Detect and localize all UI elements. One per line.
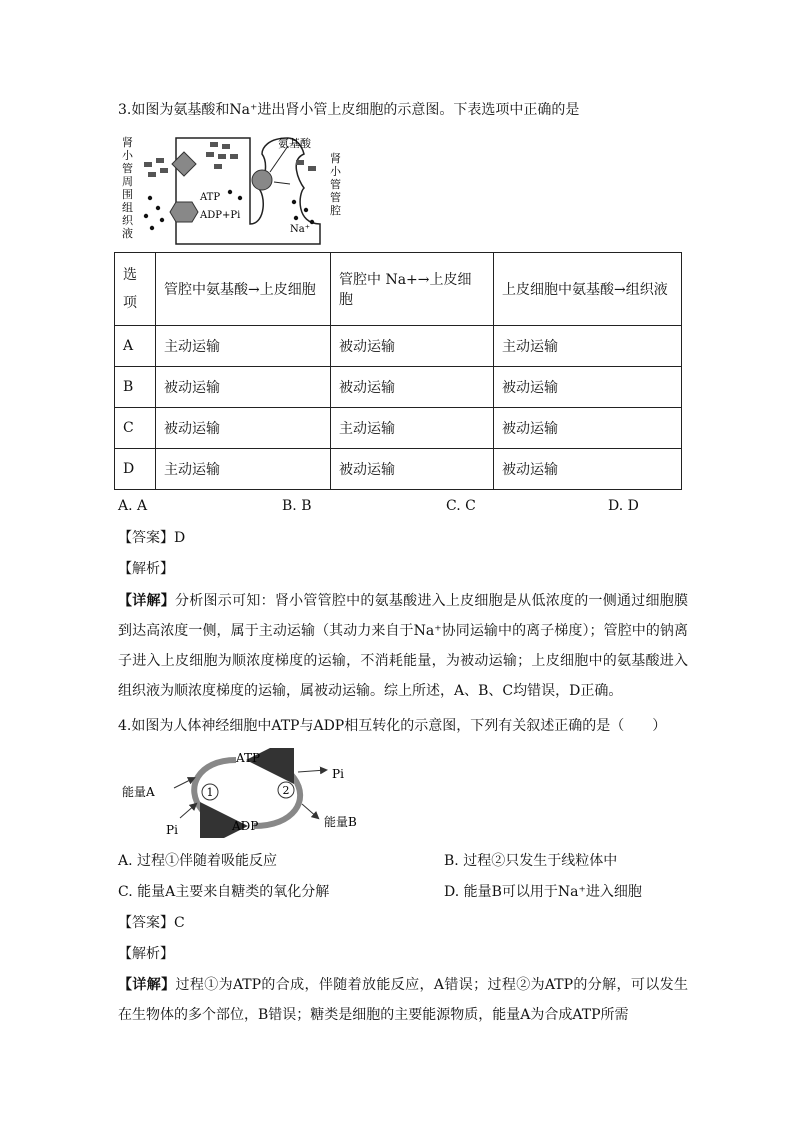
- q3-pump-protein: [170, 202, 198, 222]
- table-cell: 被动运输: [331, 449, 494, 490]
- q4-analysis-label: 【解析】: [118, 946, 174, 962]
- q3-detail: [118, 586, 688, 706]
- q3-detail-label: 【详解】: [118, 593, 176, 609]
- q3-choice-a[interactable]: A. A: [118, 498, 148, 514]
- table-cell: 主动运输: [156, 326, 331, 367]
- table-cell: 被动运输: [331, 367, 494, 408]
- table-cell: 被动运输: [331, 326, 494, 367]
- q4-choice-d[interactable]: D. 能量B可以用于Na⁺进入细胞: [444, 884, 642, 900]
- table-cell: 被动运输: [156, 408, 331, 449]
- q4-choice-c[interactable]: C. 能量A主要来自糖类的氧化分解: [118, 884, 330, 900]
- q3-stem: 3.如图为氨基酸和Na⁺进出肾小管上皮细胞的示意图。下表选项中正确的是: [118, 102, 580, 118]
- q3-kidney-cell-figure: [118, 132, 350, 250]
- q4-fig-pi-top: Pi: [332, 767, 344, 781]
- q3-answer-line: [118, 528, 185, 548]
- q3-answer-label: 【答案】: [118, 530, 174, 546]
- q4-fig-energy-a: 能量A: [122, 785, 155, 799]
- table-cell: 主动运输: [494, 326, 682, 367]
- table-cell: 被动运输: [156, 367, 331, 408]
- q3-choice-d[interactable]: D. D: [608, 498, 639, 514]
- q4-detail-label: 【详解】: [118, 977, 176, 993]
- q3-detail-text: 分析图示可知：肾小管管腔中的氨基酸进入上皮细胞是从低浓度的一侧通过细胞膜到达高浓度一侧，属于主动运输（其动力来自于Na⁺协同运输中的离子梯度）；管腔中的钠离子进入上皮细胞为顺浓度梯度的运输，不消耗能量，为被动运输；上皮细胞中的氨基酸进入组织液为顺浓度梯度的运输，属被动运输。综上所述，A、B、C均错误，D正确。: [118, 593, 689, 699]
- header-option-char-1: 选: [123, 267, 137, 283]
- q4-fig-energy-b: 能量B: [324, 815, 357, 829]
- q3-answer: D: [174, 530, 186, 546]
- table-row: [115, 326, 682, 367]
- table-cell: 主动运输: [156, 449, 331, 490]
- q4-detail-text: 过程①为ATP的合成，伴随着放能反应，A错误；过程②为ATP的分解，可以发生在生物体的多个部位，B错误；糖类是细胞的主要能源物质，能量A为合成ATP所需: [118, 977, 688, 1023]
- q4-arc-1: [194, 760, 236, 826]
- q4-fig-adp: ADP: [232, 819, 259, 833]
- q4-stem: 4.如图为人体神经细胞中ATP与ADP相互转化的示意图，下列有关叙述正确的是（ ）: [118, 718, 667, 734]
- q3-choice-c[interactable]: C. C: [446, 498, 476, 514]
- q4-choice-a[interactable]: A. 过程①伴随着吸能反应: [118, 853, 278, 869]
- q3-choice-b[interactable]: B. B: [282, 498, 312, 514]
- table-header-cell: 管腔中氨基酸→上皮细胞: [156, 253, 331, 326]
- q3-fig-na: Na⁺: [290, 224, 310, 235]
- table-header-cell: 管腔中 Na+→上皮细胞: [331, 253, 494, 326]
- q3-fig-adp-pi: ADP+Pi: [200, 210, 241, 221]
- table-cell: D: [115, 449, 156, 490]
- table-row: [115, 367, 682, 408]
- q4-fig-pi-bottom: Pi: [166, 823, 178, 837]
- header-option-char-2: 项: [123, 295, 137, 311]
- table-cell: 被动运输: [494, 449, 682, 490]
- q4-atp-adp-cycle-figure: [118, 748, 380, 838]
- table-header-cell: 上皮细胞中氨基酸→组织液: [494, 253, 682, 326]
- q4-answer-line: [118, 913, 185, 933]
- q4-fig-step1: 1: [206, 786, 214, 799]
- q4-choice-b[interactable]: B. 过程②只发生于线粒体中: [444, 853, 618, 869]
- table-cell: C: [115, 408, 156, 449]
- q4-fig-atp: ATP: [236, 751, 261, 765]
- table-header-cell: [115, 253, 156, 326]
- q3-cotransporter: [252, 170, 272, 190]
- q4-detail: [118, 970, 688, 1030]
- table-cell: 被动运输: [494, 408, 682, 449]
- table-row: [115, 449, 682, 490]
- q3-fig-atp: ATP: [200, 192, 221, 203]
- q3-analysis-label: 【解析】: [118, 561, 174, 577]
- q4-answer: C: [174, 915, 185, 931]
- q4-answer-label: 【答案】: [118, 915, 174, 931]
- q4-fig-step2: 2: [282, 784, 290, 797]
- table-header-row: [115, 253, 682, 326]
- q3-options-table: [114, 252, 682, 490]
- table-row: [115, 408, 682, 449]
- q3-fig-right-label: 肾小管管腔: [330, 152, 341, 217]
- table-cell: 被动运输: [494, 367, 682, 408]
- table-cell: 主动运输: [331, 408, 494, 449]
- q3-fig-left-label: 肾小管周围组织液: [122, 136, 133, 240]
- table-cell: B: [115, 367, 156, 408]
- q3-fig-amino-acid: 氨基酸: [278, 137, 311, 150]
- table-cell: A: [115, 326, 156, 367]
